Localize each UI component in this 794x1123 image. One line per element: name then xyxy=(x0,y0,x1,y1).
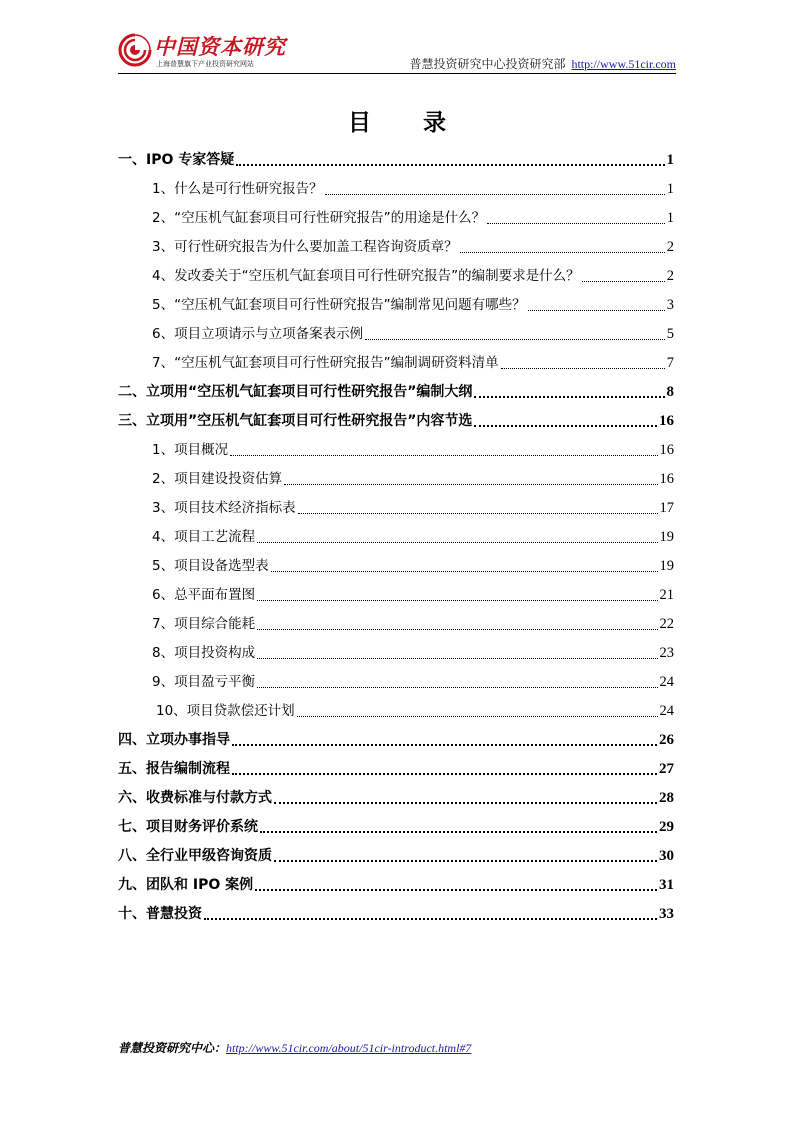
toc-dot-leader xyxy=(271,571,658,572)
toc-dot-leader xyxy=(257,600,657,601)
toc-page-number: 2 xyxy=(666,268,674,284)
toc-dot-leader xyxy=(257,687,657,688)
toc-dot-leader xyxy=(365,339,665,340)
toc-page-number: 30 xyxy=(659,848,674,864)
toc-entry[interactable] xyxy=(118,172,674,201)
toc-page-number: 22 xyxy=(659,616,674,632)
footer-label: 普慧投资研究中心： xyxy=(118,1041,227,1055)
toc-entry[interactable] xyxy=(118,578,674,607)
toc-dot-leader xyxy=(325,194,665,195)
toc-dot-leader xyxy=(257,658,657,659)
toc-entry-title: 6、项目立项请示与立项备案表示例 xyxy=(152,326,364,342)
toc-entry-title: 3、项目技术经济指标表 xyxy=(152,500,296,516)
toc-dot-leader xyxy=(260,831,657,833)
toc-page-number: 21 xyxy=(659,587,674,603)
toc-entry-title: 二、立项用“空压机气缸套项目可行性研究报告”编制大纲 xyxy=(118,384,473,400)
toc-page-number: 19 xyxy=(659,558,674,574)
toc-entry-title: 六、收费标准与付款方式 xyxy=(118,790,272,806)
toc-dot-leader xyxy=(582,281,665,282)
toc-entry[interactable] xyxy=(118,433,674,462)
toc-entry-title: 5、项目设备选型表 xyxy=(152,558,269,574)
toc-entry-title: 五、报告编制流程 xyxy=(118,761,230,777)
toc-dot-leader xyxy=(474,396,664,398)
toc-entry[interactable] xyxy=(118,143,674,172)
toc-entry[interactable] xyxy=(118,781,674,810)
toc-dot-leader xyxy=(297,716,658,717)
toc-page-number: 16 xyxy=(659,471,674,487)
toc-entry[interactable] xyxy=(118,665,674,694)
toc-entry[interactable] xyxy=(118,897,674,926)
toc-entry-title: 10、项目贷款偿还计划 xyxy=(156,703,295,719)
toc-page-number: 7 xyxy=(666,355,674,371)
toc-entry[interactable] xyxy=(118,549,674,578)
toc-page-number: 28 xyxy=(659,790,674,806)
toc-entry[interactable] xyxy=(118,694,674,723)
toc-page-number: 16 xyxy=(659,442,674,458)
toc-entry[interactable] xyxy=(118,723,674,752)
toc-page-number: 8 xyxy=(666,384,674,400)
toc-entry[interactable] xyxy=(118,868,674,897)
toc-entry-title: 4、项目工艺流程 xyxy=(152,529,256,545)
toc-page-number: 17 xyxy=(659,500,674,516)
toc-page-number: 23 xyxy=(659,645,674,661)
toc-dot-leader xyxy=(474,425,657,427)
toc-dot-leader xyxy=(236,164,664,166)
toc-page-number: 19 xyxy=(659,529,674,545)
toc-dot-leader xyxy=(204,918,657,920)
toc-entry-title: 3、可行性研究报告为什么要加盖工程咨询资质章？ xyxy=(152,239,458,255)
toc-page-number: 24 xyxy=(659,674,674,690)
toc-entry[interactable] xyxy=(118,375,674,404)
page-footer xyxy=(118,1039,471,1056)
header-divider xyxy=(118,73,676,74)
toc-entry[interactable] xyxy=(118,230,674,259)
toc-page-number: 5 xyxy=(666,326,674,342)
toc-dot-leader xyxy=(298,513,658,514)
toc-entry[interactable] xyxy=(118,201,674,230)
toc-dot-leader xyxy=(230,455,657,456)
toc-page-number: 3 xyxy=(666,297,674,313)
header-link[interactable]: http://www.51cir.com xyxy=(571,57,676,71)
toc-entry-title: 三、立项用”空压机气缸套项目可行性研究报告”内容节选 xyxy=(118,413,473,429)
toc-entry-title: 四、立项办事指导 xyxy=(118,732,230,748)
toc-dot-leader xyxy=(460,252,665,253)
toc-entry[interactable] xyxy=(118,288,674,317)
logo-name: 中国资本研究 xyxy=(154,34,286,59)
table-of-contents xyxy=(118,143,674,926)
toc-entry-title: 6、总平面布置图 xyxy=(152,587,256,603)
toc-entry[interactable] xyxy=(118,259,674,288)
header-info xyxy=(409,55,676,72)
toc-entry[interactable] xyxy=(118,752,674,781)
toc-entry[interactable] xyxy=(118,346,674,375)
toc-page-number: 33 xyxy=(659,906,674,922)
toc-page-number: 27 xyxy=(659,761,674,777)
toc-dot-leader xyxy=(274,860,657,862)
toc-page-number: 1 xyxy=(666,210,674,226)
toc-entry-title: 5、“空压机气缸套项目可行性研究报告”编制常见问题有哪些？ xyxy=(152,297,526,313)
logo xyxy=(118,31,286,71)
toc-entry-title: 2、“空压机气缸套项目可行性研究报告”的用途是什么？ xyxy=(152,210,486,226)
toc-entry[interactable] xyxy=(118,462,674,491)
footer-link[interactable]: http://www.51cir.com/about/51cir-introduct.html#7 xyxy=(226,1041,472,1055)
toc-dot-leader xyxy=(284,484,657,485)
toc-dot-leader xyxy=(257,542,657,543)
toc-entry[interactable] xyxy=(118,317,674,346)
toc-entry[interactable] xyxy=(118,607,674,636)
toc-entry[interactable] xyxy=(118,491,674,520)
header-department: 普慧投资研究中心投资研究部 xyxy=(409,57,566,71)
toc-entry-title: 一、IPO 专家答疑 xyxy=(118,152,235,168)
toc-dot-leader xyxy=(487,223,665,224)
toc-entry[interactable] xyxy=(118,520,674,549)
toc-page-number: 26 xyxy=(659,732,674,748)
toc-entry-title: 七、项目财务评价系统 xyxy=(118,819,258,835)
toc-entry-title: 八、全行业甲级咨询资质 xyxy=(118,848,272,864)
toc-entry-title: 4、发改委关于“空压机气缸套项目可行性研究报告”的编制要求是什么？ xyxy=(152,268,580,284)
toc-entry[interactable] xyxy=(118,839,674,868)
toc-dot-leader xyxy=(232,773,657,775)
toc-entry-title: 1、什么是可行性研究报告？ xyxy=(152,181,323,197)
toc-entry[interactable] xyxy=(118,636,674,665)
toc-dot-leader xyxy=(255,889,657,891)
toc-entry-title: 十、普慧投资 xyxy=(118,906,202,922)
toc-page-number: 16 xyxy=(659,413,674,429)
logo-swirl-icon xyxy=(118,33,154,67)
toc-entry-title: 2、项目建设投资估算 xyxy=(152,471,283,487)
toc-page-number: 24 xyxy=(659,703,674,719)
page-title: 目 录 xyxy=(347,110,468,136)
toc-page-number: 31 xyxy=(659,877,674,893)
toc-page-number: 1 xyxy=(666,181,674,197)
toc-entry-title: 9、项目盈亏平衡 xyxy=(152,674,256,690)
toc-entry-title: 九、团队和 IPO 案例 xyxy=(118,877,254,893)
toc-dot-leader xyxy=(257,629,657,630)
toc-entry-title: 8、项目投资构成 xyxy=(152,645,256,661)
toc-entry[interactable] xyxy=(118,404,674,433)
toc-entry-title: 7、项目综合能耗 xyxy=(152,616,256,632)
toc-entry-title: 1、项目概况 xyxy=(152,442,229,458)
toc-entry[interactable] xyxy=(118,810,674,839)
toc-page-number: 2 xyxy=(666,239,674,255)
page-header xyxy=(118,28,676,74)
toc-dot-leader xyxy=(528,310,665,311)
toc-page-number: 29 xyxy=(659,819,674,835)
toc-page-number: 1 xyxy=(666,152,674,168)
toc-dot-leader xyxy=(501,368,665,369)
toc-dot-leader xyxy=(232,744,657,746)
logo-subtitle: 上海普慧旗下产业投资研究网站 xyxy=(156,60,254,68)
toc-entry-title: 7、“空压机气缸套项目可行性研究报告”编制调研资料清单 xyxy=(152,355,499,371)
toc-dot-leader xyxy=(274,802,657,804)
